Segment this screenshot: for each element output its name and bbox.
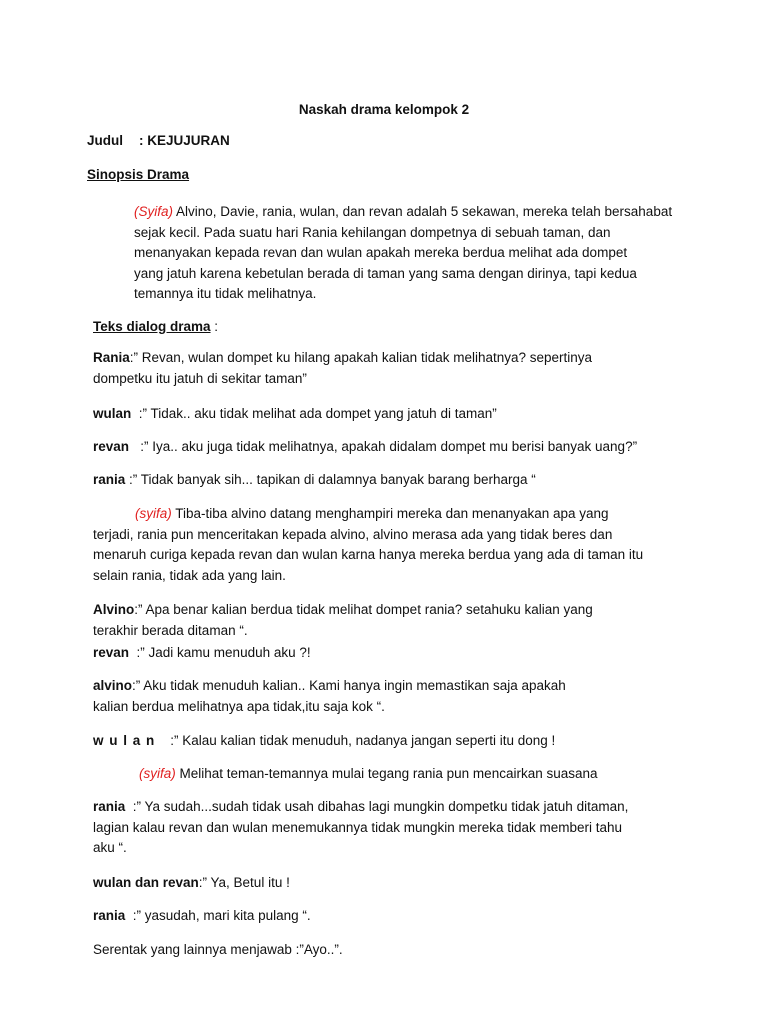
speaker-name: rania xyxy=(93,799,126,814)
dialog-entry xyxy=(93,404,693,425)
dialog-text: :” Tidak banyak sih... tapikan di dalamnya banyak barang berharga “ xyxy=(125,472,536,487)
synopsis-line: sejak kecil. Pada suatu hari Rania kehilangan dompetnya di sebuah taman, dan xyxy=(134,224,611,240)
dialog-text: aku “. xyxy=(93,840,127,855)
dialog-entry xyxy=(93,470,693,491)
synopsis-line: temannya itu tidak melihatnya. xyxy=(134,286,317,301)
narration-text: Tiba-tiba alvino datang menghampiri mereka dan menanyakan apa yang xyxy=(175,506,609,521)
dialog-entry xyxy=(93,873,693,894)
speaker-name: Alvino xyxy=(93,602,135,617)
dialog-text: dompetku itu jatuh di sekitar taman” xyxy=(93,370,307,386)
narration-text: selain rania, tidak ada yang lain. xyxy=(93,567,286,583)
teks-dialog-label: Teks dialog drama xyxy=(93,319,211,334)
dialog-text: :” Jadi kamu menuduh aku ?! xyxy=(129,645,311,660)
narration-block xyxy=(93,764,693,785)
document-title: Naskah drama kelompok 2 xyxy=(298,102,470,117)
dialog-text: terakhir berada ditaman “. xyxy=(93,622,248,638)
narrator-label: (syifa) xyxy=(135,506,172,521)
dialog-text: :” Apa benar kalian berdua tidak melihat dompet rania? setahuku kalian yang xyxy=(134,602,593,617)
synopsis-line: yang jatuh karena kebetulan berada di taman yang sama dengan dirinya, tapi kedua xyxy=(134,265,637,281)
closing-line: Serentak yang lainnya menjawab :”Ayo..”. xyxy=(93,942,343,957)
dialog-text: :” Revan, wulan dompet ku hilang apakah kalian tidak melihatnya? sepertinya xyxy=(129,350,593,365)
narration-text: Melihat teman-temannya mulai tegang rania pun mencairkan suasana xyxy=(179,766,598,781)
dialog-text: kalian berdua melihatnya apa tidak,itu saja kok “. xyxy=(93,698,385,714)
speaker-name: revan xyxy=(93,439,130,454)
dialog-entry xyxy=(93,676,693,717)
speaker-name: wulan dan revan xyxy=(93,875,199,890)
judul-line xyxy=(87,131,230,152)
synopsis-line: menanyakan kepada revan dan wulan apakah mereka berdua melihat ada dompet xyxy=(134,245,628,260)
speaker-name: rania xyxy=(93,472,126,487)
dialog-entry xyxy=(93,348,693,389)
narration-text: terjadi, rania pun menceritakan kepada alvino, alvino merasa ada yang tidak beres dan xyxy=(93,526,613,542)
narration-text: menaruh curiga kepada revan dan wulan karna hanya mereka berdua yang ada di taman itu xyxy=(93,547,644,562)
dialog-text: :” Tidak.. aku tidak melihat ada dompet yang jatuh di taman” xyxy=(131,406,497,421)
narration-block xyxy=(93,504,693,586)
dialog-entry xyxy=(93,600,693,641)
dialog-entry xyxy=(93,731,693,752)
dialog-entry xyxy=(93,797,693,859)
speaker-name: rania xyxy=(93,908,126,923)
dialog-text: :” Kalau kalian tidak menuduh, nadanya jangan seperti itu dong ! xyxy=(155,733,556,748)
dialog-entry xyxy=(93,437,693,458)
judul-label: Judul xyxy=(87,133,123,148)
dialog-entry xyxy=(93,906,693,927)
synopsis-line xyxy=(134,202,682,223)
judul-value: : KEJUJURAN xyxy=(139,133,230,148)
synopsis-paragraph xyxy=(134,202,682,305)
sinopsis-heading: Sinopsis Drama xyxy=(87,167,190,182)
teks-dialog-heading xyxy=(93,317,218,338)
speaker-name: wulan xyxy=(93,406,132,421)
speaker-name: Rania xyxy=(93,350,130,365)
narrator-label: (syifa) xyxy=(139,766,176,781)
speaker-name: revan xyxy=(93,645,130,660)
synopsis-text: Alvino, Davie, rania, wulan, dan revan adalah 5 sekawan, mereka telah bersahabat xyxy=(176,204,673,219)
dialog-text: :” Ya sudah...sudah tidak usah dibahas lagi mungkin dompetku tidak jatuh ditaman, xyxy=(125,799,629,814)
dialog-text: :” yasudah, mari kita pulang “. xyxy=(125,908,311,923)
dialog-text: :” Aku tidak menuduh kalian.. Kami hanya ingin memastikan saja apakah xyxy=(132,678,566,693)
speaker-name: alvino xyxy=(93,678,133,693)
dialog-text: :” Ya, Betul itu ! xyxy=(198,875,290,890)
dialog-text: lagian kalau revan dan wulan menemukannya tidak mungkin mereka tidak memberi tahu xyxy=(93,819,623,835)
dialog-text: :” Iya.. aku juga tidak melihatnya, apakah didalam dompet mu berisi banyak uang?” xyxy=(129,439,638,454)
speaker-name: w u l a n xyxy=(93,733,156,748)
narrator-label: (Syifa) xyxy=(134,204,174,219)
dialog-entry xyxy=(93,643,693,664)
teks-dialog-suffix: : xyxy=(210,319,219,334)
